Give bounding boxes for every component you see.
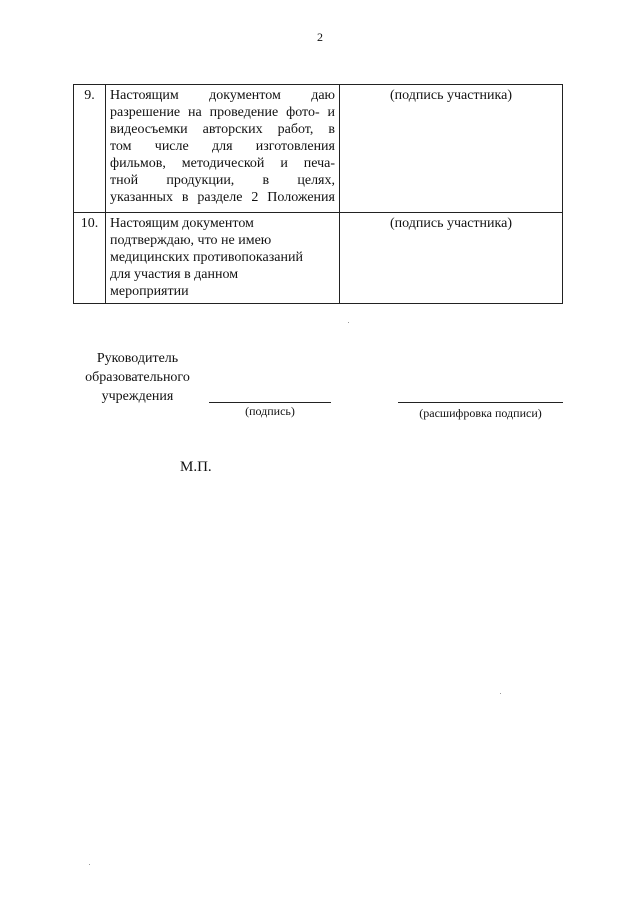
decoding-caption: (расшифровка подписи) [419,406,542,420]
text-line: медицинских противопоказаний [110,250,303,265]
consent-text [106,213,340,304]
text-line: Настоящим документом даю [110,88,335,103]
participant-signature-cell: (подпись участника) [340,85,563,213]
page-number: 2 [317,30,323,44]
row-number: 10. [74,213,106,304]
text-line: том числе для изготовления [110,139,335,154]
decoding-line [398,402,563,403]
stamp-place: М.П. [180,459,212,475]
scan-speck [348,322,349,323]
text-line: мероприятии [110,284,189,299]
text-line: видеосъемки авторских работ, в [110,122,335,137]
text-line: для участия в данном [110,267,239,282]
participant-signature-cell: (подпись участника) [340,213,563,304]
head-title-line: учреждения [101,389,174,404]
text-line: указанных в разделе 2 Положения [110,190,335,205]
consent-table [73,84,563,304]
consent-text [106,85,340,213]
institution-head-title [70,349,205,406]
text-line: фильмов, методической и печа- [110,156,335,171]
text-line: тной продукции, в целях, [110,173,335,188]
row-number: 9. [74,85,106,213]
signature-line [209,402,331,403]
head-title-line: образовательного [85,370,190,385]
table-row [74,213,563,304]
scan-speck [500,693,501,694]
scan-speck [89,864,90,865]
text-line: подтверждаю, что не имею [110,233,272,248]
table-row [74,85,563,213]
signature-caption: (подпись) [245,404,295,418]
text-line: Настоящим документом [110,216,254,231]
head-title-line: Руководитель [96,351,179,366]
text-line: разрешение на проведение фото- и [110,105,335,120]
